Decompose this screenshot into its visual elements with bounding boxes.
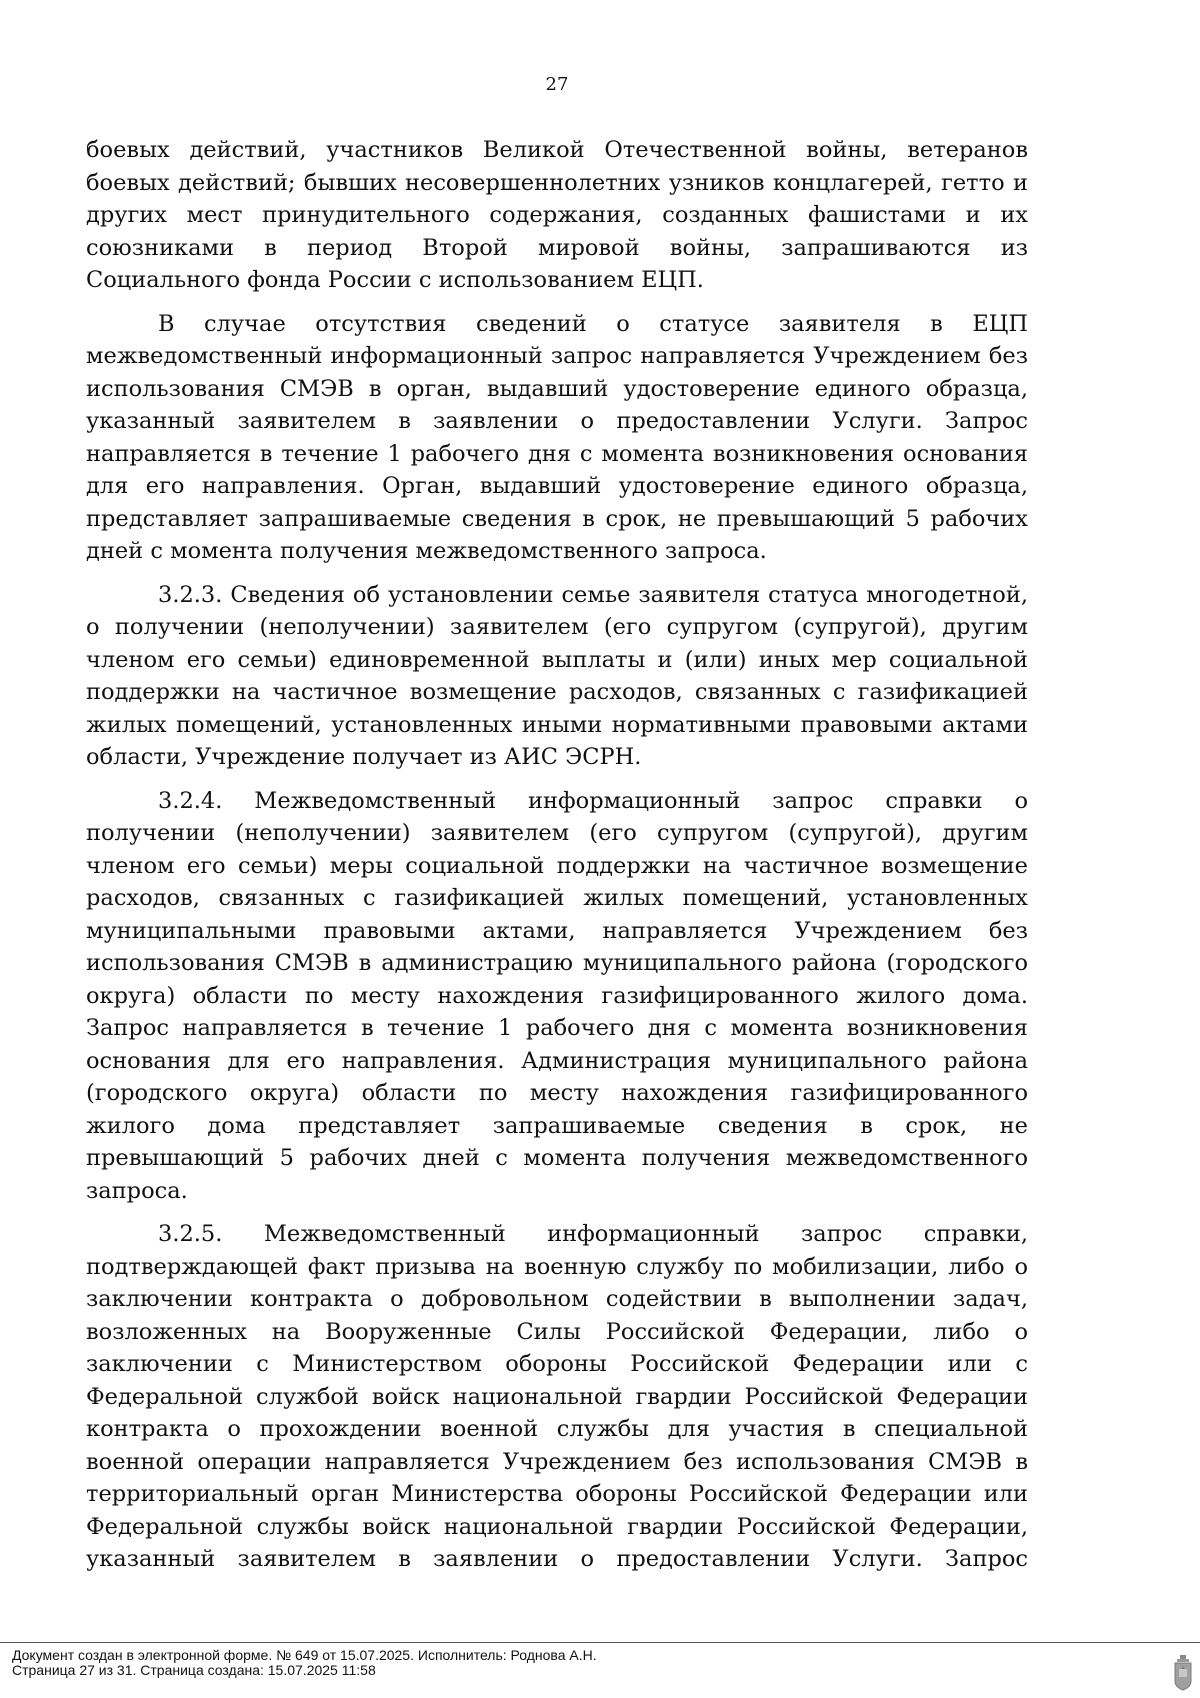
paragraph-3-2-5: 3.2.5. Межведомственный информационный запрос справки, подтверждающей факт призыва на военную службу по мобилизации, либо о заключении контракта о добровольном содействии в выполнении задач, возложенных на Вооруженные Силы Российской Федерации, либо о заключении с Министерством обороны Российской Федерации или с Федеральной службой войск национальной гвардии Российской Федерации контракта о прохождении военной службы для участия в специальной военной операции направляется Учреждением без использования СМЭВ в территориальный орган Министерства обороны Российской Федерации или Федеральной службы войск национальной гвардии Российской Федерации, указанный заявителем в заявлении о предоставлении Услуги. Запрос [86,1221,1028,1572]
page-number: 27 [545,74,569,95]
footer-document-info: Документ создан в электронной форме. № 649 от 15.07.2025. Исполнитель: Роднова А.Н. [12,1647,597,1663]
document-body [86,134,1028,1576]
paragraph-3-2-3: 3.2.3. Сведения об установлении семье заявителя статуса многодетной, о получении (неполучении) заявителем (его супругом (супругой), другим членом его семьи) единовременной выплаты и (или) иных мер социальной поддержки на частичное возмещение расходов, связанных с газификацией жилых помещений, установленных иными нормативными правовыми актами области, Учреждение получает из АИС ЭСРН. [86,581,1028,770]
footer-page-info: Страница 27 из 31. Страница создана: 15.07.2025 11:58 [12,1662,376,1678]
paragraph-veterans-continuation: боевых действий, участников Великой Отечественной войны, ветеранов боевых действий; бывших несовершеннолетних узников концлагерей, гетто и других мест принудительного содержания, созданных фашистами и их союзниками в период Второй мировой войны, запрашиваются из Социального фонда России с использованием ЕЦП. [86,137,1028,293]
paragraph-3-2-4: 3.2.4. Межведомственный информационный запрос справки о получении (неполучении) заявителем (его супругом (супругой), другим членом его семьи) меры социальной поддержки на частичное возмещение расходов, связанных с газификацией жилых помещений, установленных муниципальными правовыми актами, направляется Учреждением без использования СМЭВ в администрацию муниципального района (городского округа) области по месту нахождения газифицированного жилого дома. Запрос направляется в течение 1 рабочего дня с момента возникновения основания для его направления. Администрация муниципального района (городского округа) области по месту нахождения газифицированного жилого дома представляет запрашиваемые сведения в срок, не превышающий 5 рабочих дней с момента получения межведомственного запроса. [86,787,1028,1204]
paragraph-absent-status: В случае отсутствия сведений о статусе заявителя в ЕЦП межведомственный информационный запрос направляется Учреждением без использования СМЭВ в орган, выдавший удостоверение единого образца, указанный заявителем в заявлении о предоставлении Услуги. Запрос направляется в течение 1 рабочего дня с момента возникновения основания для его направления. Орган, выдавший удостоверение единого образца, представляет запрашиваемые сведения в срок, не превышающий 5 рабочих дней с момента получения межведомственного запроса. [86,310,1028,564]
footer-divider [0,1642,1200,1643]
coat-of-arms-icon [1173,1655,1193,1691]
footer [12,1648,597,1678]
